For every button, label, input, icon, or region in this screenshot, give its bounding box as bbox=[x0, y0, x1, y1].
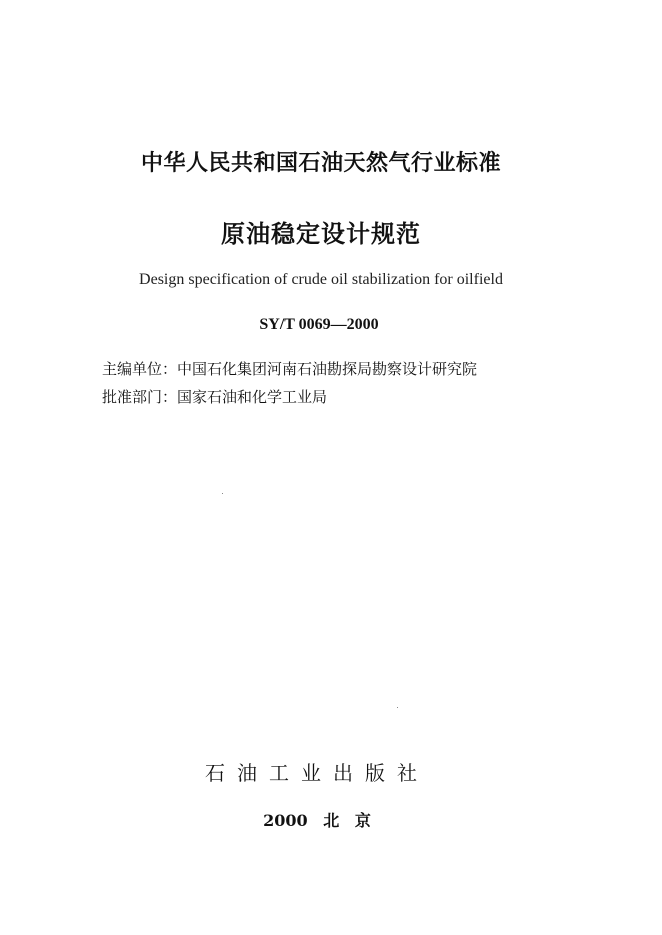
publication-year-place: 2000 北 京 bbox=[263, 811, 371, 830]
standard-number: SY/T 0069—2000 bbox=[259, 316, 379, 333]
document-title-chinese: 原油稳定设计规范 bbox=[221, 220, 421, 248]
approving-department: 批准部门：国家石油和化学工业局 bbox=[102, 388, 328, 406]
publisher-name: 石油工业出版社 bbox=[205, 761, 429, 785]
industry-standard-heading: 中华人民共和国石油天然气行业标准 bbox=[140, 151, 501, 176]
scan-speck bbox=[397, 707, 398, 708]
chief-editor-unit: 主编单位：中国石化集团河南石油勘探局勘察设计研究院 bbox=[102, 360, 478, 378]
document-title-english: Design specification of crude oil stabilization for oilfield bbox=[139, 271, 503, 288]
scan-speck bbox=[222, 493, 223, 494]
